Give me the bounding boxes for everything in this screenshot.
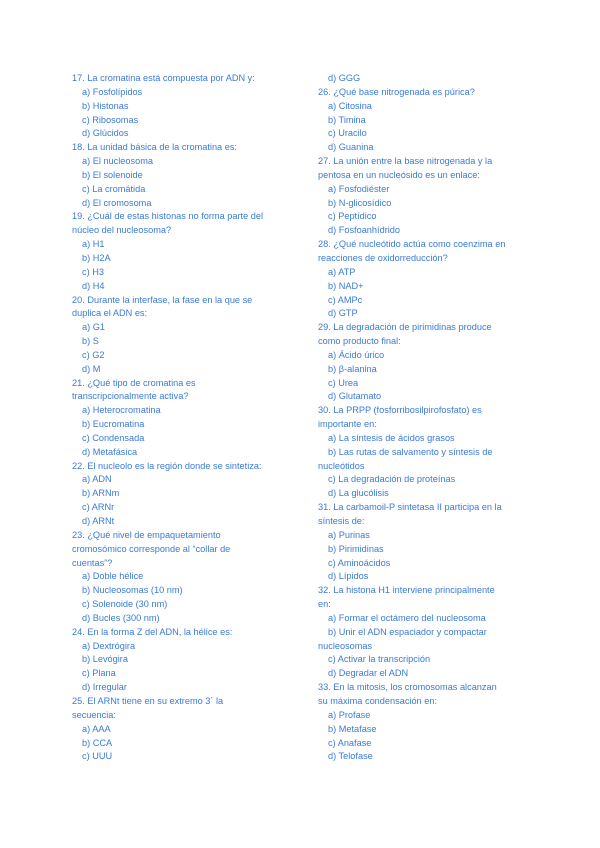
answer-option: a) Citosina — [328, 100, 372, 111]
answer-option: b) N-glicosídico — [328, 197, 392, 208]
question-text: 21. ¿Qué tipo de cromatina es — [72, 377, 196, 388]
answer-option: d) Bucles (300 nm) — [82, 612, 160, 623]
question-text: nucleosomas — [318, 640, 373, 651]
answer-option: c) UUU — [82, 751, 113, 762]
answer-option: c) Ribosomas — [82, 114, 139, 125]
question-text: 26. ¿Qué base nitrogenada es púrica? — [318, 86, 475, 97]
question-text: en: — [318, 599, 331, 610]
question-text: 22. El nucleolo es la región donde se sintetiza: — [72, 460, 262, 471]
answer-option: b) Levógira — [82, 654, 128, 665]
answer-option: c) Solenoide (30 nm) — [82, 599, 168, 610]
answer-option: a) Heterocromatina — [82, 405, 161, 416]
answer-option: b) Metafase — [328, 723, 377, 734]
answer-option: d) ARNt — [82, 516, 115, 526]
answer-option: c) ARNr — [82, 502, 115, 513]
question-text: cuentas”? — [72, 557, 113, 568]
answer-option: c) La degradación de proteínas — [328, 474, 456, 485]
answer-option: d) GGG — [328, 73, 361, 83]
answer-option: d) GTP — [328, 308, 358, 319]
question-text: pentosa en un nucleósido es un enlace: — [318, 169, 480, 180]
answer-option: a) Dextrógira — [82, 640, 136, 651]
answer-option: a) Formar el octámero del nucleosoma — [328, 612, 486, 623]
answer-option: d) Guanina — [328, 142, 374, 153]
answer-option: d) Irregular — [82, 682, 127, 693]
answer-option: d) Metafásica — [82, 446, 138, 457]
question-text: 29. La degradación de pirimidinas produce — [318, 322, 492, 333]
question-text: su máxima condensación en: — [318, 695, 437, 706]
question-text: 27. La unión entre la base nitrogenada y la — [318, 156, 493, 167]
answer-option: a) El nucleosoma — [82, 156, 153, 167]
answer-option: d) El cromosoma — [82, 197, 152, 208]
answer-option: c) Anafase — [328, 737, 372, 748]
answer-option: d) La glucólisis — [328, 488, 389, 499]
answer-option: c) Plana — [82, 668, 116, 679]
answer-option: b) Histonas — [82, 100, 129, 111]
answer-option: b) Las rutas de salvamento y síntesis de — [328, 446, 493, 457]
answer-option: b) H2A — [82, 252, 111, 263]
answer-option: c) Aminoácidos — [328, 557, 391, 568]
answer-option: c) Activar la transcripción — [328, 654, 431, 665]
answer-option: b) ARNm — [82, 488, 120, 499]
answer-option: a) La síntesis de ácidos grasos — [328, 432, 455, 443]
answer-option: d) Fosfoanhídrido — [328, 225, 401, 236]
question-text: 32. La histona H1 interviene principalmente — [318, 585, 495, 596]
answer-option: b) Pirimidinas — [328, 543, 384, 554]
question-text: núcleo del nucleosoma? — [72, 225, 172, 236]
answer-option: a) Ácido úrico — [328, 349, 385, 360]
question-text: 30. La PRPP (fosforribosilpirofosfato) es — [318, 405, 482, 416]
question-text: síntesis de: — [318, 516, 365, 526]
answer-option: a) G1 — [82, 322, 105, 333]
answer-option: b) El solenoide — [82, 169, 143, 180]
question-text: 23. ¿Qué nivel de empaquetamiento — [72, 529, 221, 540]
answer-option: a) Doble hélice — [82, 571, 144, 582]
right-column — [318, 72, 580, 764]
answer-option: c) Peptídico — [328, 211, 377, 222]
answer-option: b) S — [82, 336, 99, 347]
question-text: secuencia: — [72, 709, 116, 720]
answer-option: a) Fosfolípidos — [82, 86, 143, 97]
answer-option: b) CCA — [82, 737, 113, 748]
question-text: 19. ¿Cuál de estas histonas no forma parte del — [72, 211, 264, 222]
answer-option: b) Timina — [328, 114, 366, 125]
question-text: 20. Durante la interfase, la fase en la que se — [72, 294, 253, 305]
left-column — [72, 72, 334, 764]
answer-option: d) M — [82, 363, 101, 374]
answer-option: d) Glúcidos — [82, 128, 129, 139]
answer-option: a) ADN — [82, 474, 112, 485]
answer-option: d) Degradar el ADN — [328, 668, 409, 679]
answer-option: c) La cromátida — [82, 183, 146, 194]
question-text: 31. La carbamoil-P sintetasa II participa en la — [318, 502, 502, 513]
answer-option: c) AMPc — [328, 294, 363, 305]
answer-option: a) Purinas — [328, 529, 370, 540]
question-text: como producto final: — [318, 336, 401, 347]
question-text: 18. La unidad básica de la cromatina es: — [72, 142, 237, 153]
answer-option: d) Glutamato — [328, 391, 382, 402]
answer-option: c) G2 — [82, 349, 105, 360]
question-text: nucleótidos — [318, 460, 365, 471]
answer-option: c) Condensada — [82, 432, 145, 443]
answer-option: a) AAA — [82, 723, 111, 734]
answer-option: b) NAD+ — [328, 280, 364, 291]
answer-option: a) Profase — [328, 709, 371, 720]
answer-option: b) Eucromatina — [82, 419, 145, 430]
answer-option: c) Uracilo — [328, 128, 367, 139]
answer-option: b) Unir el ADN espaciador y compactar — [328, 626, 487, 637]
question-text: 25. El ARNt tiene en su extremo 3´ la — [72, 695, 224, 706]
question-text: 24. En la forma Z del ADN, la hélice es: — [72, 626, 233, 637]
question-text: duplica el ADN es: — [72, 308, 148, 319]
answer-option: c) Urea — [328, 377, 359, 388]
answer-option: c) H3 — [82, 266, 104, 277]
question-text: reacciones de oxidorreducción? — [318, 252, 448, 263]
question-text: importante en: — [318, 419, 377, 430]
answer-option: d) Lípidos — [328, 571, 369, 582]
question-text: 28. ¿Qué nucleótido actúa como coenzima en — [318, 239, 506, 250]
answer-option: b) Nucleosomas (10 nm) — [82, 585, 183, 596]
answer-option: d) H4 — [82, 280, 105, 291]
answer-option: d) Telofase — [328, 751, 373, 762]
question-text: 33. En la mitosis, los cromosomas alcanzan — [318, 682, 497, 693]
answer-option: a) H1 — [82, 239, 105, 250]
answer-option: a) ATP — [328, 266, 356, 277]
question-text: 17. La cromatina está compuesta por ADN y: — [72, 73, 255, 83]
answer-option: a) Fosfodiéster — [328, 183, 390, 194]
question-text: transcripcionalmente activa? — [72, 391, 189, 402]
question-text: cromosómico corresponde al “collar de — [72, 543, 231, 554]
answer-option: b) β-alanina — [328, 363, 377, 374]
